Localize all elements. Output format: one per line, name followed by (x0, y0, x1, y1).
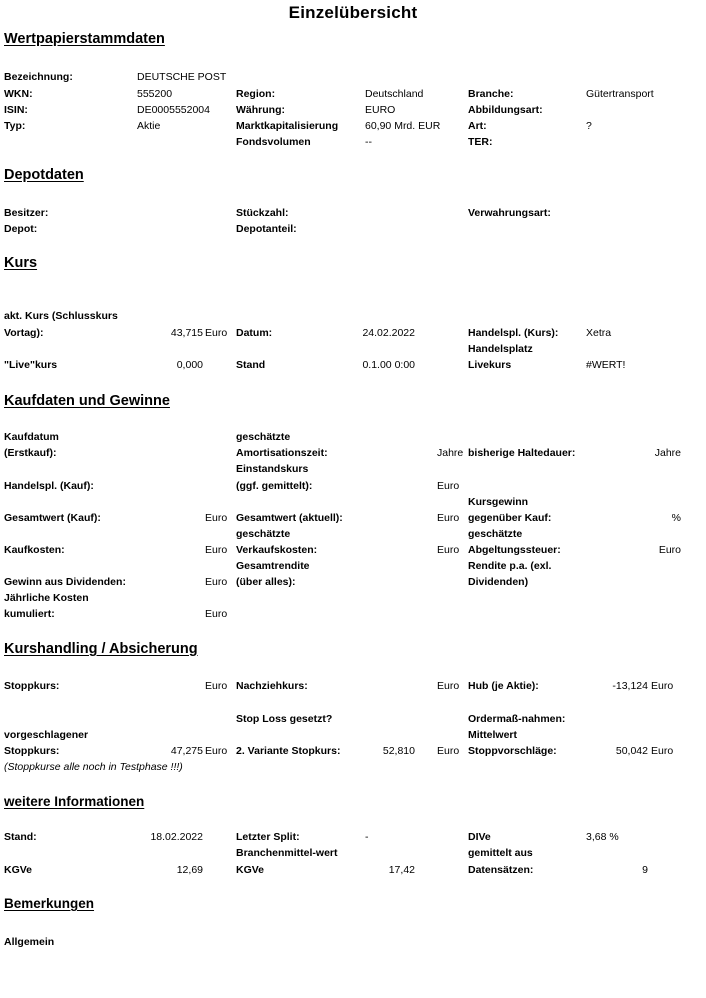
label-stop-loss-gesetzt: Stop Loss gesetzt? (236, 713, 333, 725)
label-gemittelt-line2: Datensätzen: (468, 864, 534, 876)
value-dive: 3,68 % (586, 831, 619, 843)
label-gesamtwert-aktuell: Gesamtwert (aktuell): (236, 512, 343, 524)
unit-stoppkurs: Euro (205, 680, 228, 692)
value-branche: Gütertransport (586, 88, 654, 100)
unit-akt-kurs: Euro (205, 327, 228, 339)
value-hub-je-aktie: -13,124 (612, 680, 648, 692)
label-abgeltungssteuer-line2: Abgeltungssteuer: (468, 544, 561, 556)
section-heading-stammdaten: Wertpapierstammdaten (4, 31, 165, 47)
value-branchen-kgve: 17,42 (388, 864, 415, 876)
label-hub-je-aktie: Hub (je Aktie): (468, 680, 539, 692)
label-gewinn-dividenden: Gewinn aus Dividenden: (4, 576, 126, 588)
value-art: ? (586, 120, 592, 132)
value-fondsvolumen: -- (365, 136, 372, 148)
label-jaehrliche-kosten-line1: Jährliche Kosten (4, 592, 89, 604)
value-bezeichnung: DEUTSCHE POST (137, 71, 227, 83)
label-haltedauer: bisherige Haltedauer: (468, 447, 576, 459)
label-isin: ISIN: (4, 104, 28, 116)
value-akt-kurs: 43,715 (170, 327, 203, 339)
label-abbildungsart: Abbildungsart: (468, 104, 543, 116)
label-gesamtrendite-line2: (über alles): (236, 576, 296, 588)
label-handelsplatz-kurs: Handelspl. (Kurs): (468, 327, 559, 339)
value-letzter-split: - (365, 831, 369, 843)
unit-einstandskurs: Euro (437, 480, 460, 492)
label-ter: TER: (468, 136, 493, 148)
label-typ: Typ: (4, 120, 26, 132)
unit-haltedauer: Jahre (654, 447, 681, 459)
label-mittelwert-line1: Mittelwert (468, 729, 518, 741)
label-verkaufskosten-line1: geschätzte (236, 528, 291, 540)
label-besitzer: Besitzer: (4, 207, 49, 219)
value-datensaetze: 9 (642, 864, 648, 876)
label-mittelwert-line2: Stoppvorschläge: (468, 745, 557, 757)
value-region: Deutschland (365, 88, 424, 100)
label-kaufkosten: Kaufkosten: (4, 544, 65, 556)
label-amortisation-line2: Amortisationszeit: (236, 447, 328, 459)
label-art: Art: (468, 120, 487, 132)
label-einstandskurs-line1: Einstandskurs (236, 463, 309, 475)
label-region: Region: (236, 88, 276, 100)
unit-gesamtwert-kauf: Euro (205, 512, 228, 524)
value-typ: Aktie (137, 120, 161, 132)
label-verwahrungsart: Verwahrungsart: (468, 207, 551, 219)
section-heading-depotdaten: Depotdaten (4, 167, 84, 183)
label-livekurs-right: Livekurs (468, 359, 512, 371)
value-variante2-stopkurs: 52,810 (382, 745, 415, 757)
value-livekurs: 0,000 (176, 359, 203, 371)
label-fondsvolumen: Fondsvolumen (236, 136, 311, 148)
label-handelsplatz-kauf: Handelspl. (Kauf): (4, 480, 94, 492)
label-amortisation-line1: geschätzte (236, 431, 291, 443)
value-waehrung: EURO (365, 104, 396, 116)
value-isin: DE0005552004 (137, 104, 210, 116)
label-gesamtrendite-line1: Gesamtrendite (236, 560, 310, 572)
label-handelsplatz: Handelsplatz (468, 343, 533, 355)
value-stand: 0.1.00 0:00 (362, 359, 415, 371)
label-branchen-kgve: KGVe (236, 864, 265, 876)
label-wkn: WKN: (4, 88, 33, 100)
label-branchenmittelwert: Branchenmittel-wert (236, 847, 338, 859)
unit-nachziehkurs: Euro (437, 680, 460, 692)
label-akt-kurs-line2: Vortag): (4, 327, 44, 339)
value-marktkapitalisierung: 60,90 Mrd. EUR (365, 120, 441, 132)
note-testphase: (Stoppkurse alle noch in Testphase !!!) (4, 761, 183, 773)
label-depotanteil: Depotanteil: (236, 223, 297, 235)
label-kursgewinn-line2: gegenüber Kauf: (468, 512, 552, 524)
label-gemittelt-line1: gemittelt aus (468, 847, 533, 859)
label-rendite-line1: Rendite p.a. (exl. (468, 560, 552, 572)
label-jaehrliche-kosten-line2: kumuliert: (4, 608, 55, 620)
label-ordermassnahmen: Ordermaß-nahmen: (468, 713, 566, 725)
value-vorgeschlagener-stoppkurs: 47,275 (170, 745, 203, 757)
value-kgve: 12,69 (176, 864, 203, 876)
label-kaufdatum-line1: Kaufdatum (4, 431, 59, 443)
value-stand-weitere: 18.02.2022 (150, 831, 203, 843)
label-dive: DIVe (468, 831, 491, 843)
value-handelsplatz-kurs: Xetra (586, 327, 612, 339)
section-heading-kurshandling: Kurshandling / Absicherung (4, 641, 198, 657)
unit-variante2-stopkurs: Euro (437, 745, 460, 757)
unit-amortisation: Jahre (437, 447, 464, 459)
label-vorgeschlagener-line1: vorgeschlagener (4, 729, 89, 741)
value-mittelwert-stoppvorschlaege: 50,042 (615, 745, 648, 757)
label-gesamtwert-kauf: Gesamtwert (Kauf): (4, 512, 101, 524)
label-letzter-split: Letzter Split: (236, 831, 300, 843)
unit-abgeltungssteuer: Euro (658, 544, 681, 556)
label-allgemein: Allgemein (4, 936, 55, 948)
label-abgeltungssteuer-line1: geschätzte (468, 528, 523, 540)
label-rendite-line2: Dividenden) (468, 576, 529, 588)
label-kursgewinn-line1: Kursgewinn (468, 496, 529, 508)
unit-jaehrliche-kosten: Euro (205, 608, 228, 620)
label-kgve: KGVe (4, 864, 33, 876)
label-einstandskurs-line2: (ggf. gemittelt): (236, 480, 313, 492)
label-datum: Datum: (236, 327, 273, 339)
label-waehrung: Währung: (236, 104, 285, 116)
label-stand-weitere: Stand: (4, 831, 37, 843)
label-stoppkurs: Stoppkurs: (4, 680, 60, 692)
label-akt-kurs-line1: akt. Kurs (Schlusskurs (4, 310, 118, 322)
label-marktkapitalisierung: Marktkapitalisierung (236, 120, 339, 132)
unit-gesamtwert-aktuell: Euro (437, 512, 460, 524)
label-variante2-stopkurs: 2. Variante Stopkurs: (236, 745, 341, 757)
unit-mittelwert-stoppvorschlaege: Euro (651, 745, 674, 757)
unit-gewinn-dividenden: Euro (205, 576, 228, 588)
value-datum: 24.02.2022 (362, 327, 415, 339)
section-heading-kaufdaten: Kaufdaten und Gewinne (4, 393, 170, 409)
section-heading-weitere-informationen: weitere Informationen (4, 794, 145, 809)
label-stueckzahl: Stückzahl: (236, 207, 289, 219)
label-branche: Branche: (468, 88, 514, 100)
label-bezeichnung: Bezeichnung: (4, 71, 73, 83)
label-depot: Depot: (4, 223, 38, 235)
label-nachziehkurs: Nachziehkurs: (236, 680, 308, 692)
label-kaufdatum-line2: (Erstkauf): (4, 447, 57, 459)
unit-vorgeschlagener-stoppkurs: Euro (205, 745, 228, 757)
label-verkaufskosten-line2: Verkaufskosten: (236, 544, 318, 556)
unit-verkaufskosten: Euro (437, 544, 460, 556)
unit-kursgewinn: % (671, 512, 681, 524)
unit-hub-je-aktie: Euro (651, 680, 674, 692)
label-livekurs: "Live"kurs (4, 359, 58, 371)
label-stand: Stand (236, 359, 266, 371)
value-wkn: 555200 (137, 88, 173, 100)
value-livekurs-right: #WERT! (586, 359, 626, 371)
page-title: Einzelübersicht (288, 3, 418, 22)
label-vorgeschlagener-line2: Stoppkurs: (4, 745, 60, 757)
section-heading-bemerkungen: Bemerkungen (4, 896, 95, 911)
unit-kaufkosten: Euro (205, 544, 228, 556)
section-heading-kurs: Kurs (4, 255, 38, 271)
